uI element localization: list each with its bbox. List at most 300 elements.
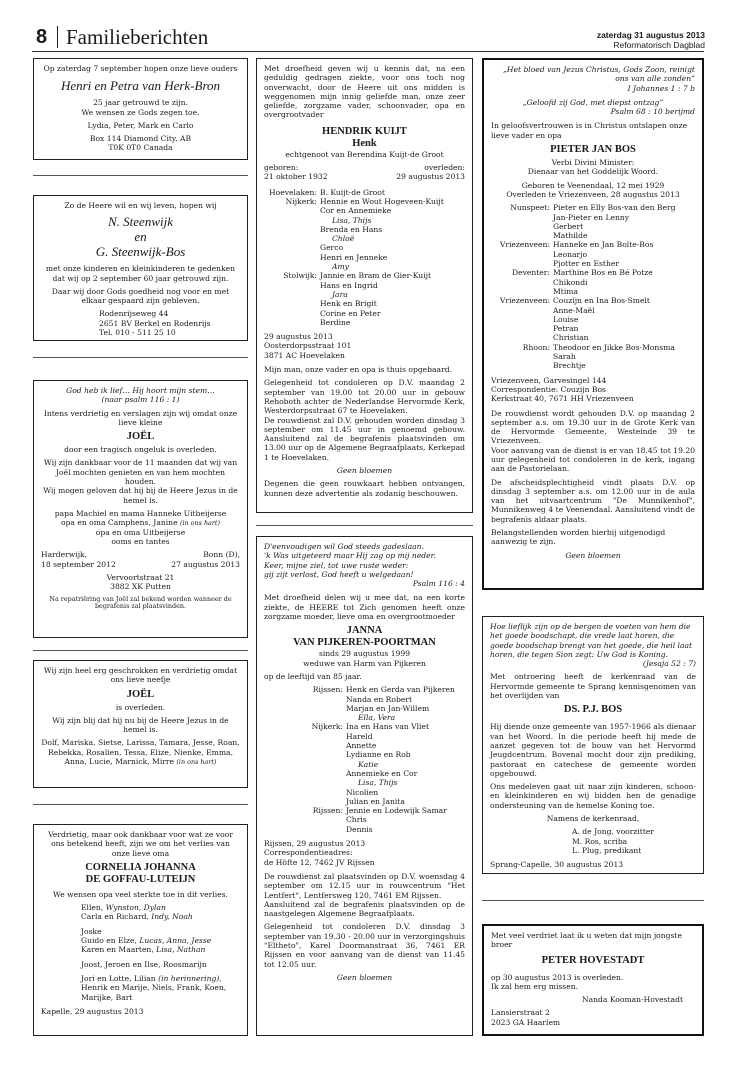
- ad-line: Wij zijn blij dat hij nu bij de Heere Jezus in de hemel is.: [52, 715, 229, 735]
- family-row: [264, 253, 465, 262]
- family-place: [491, 231, 553, 240]
- family-member: Pieter en Elly Bos-van den Berg: [553, 203, 676, 213]
- ad-line: De rouwdienst zal plaatsvinden op D.V. woensdag 4 september om 12.15 uur in rouwcentrum "Het Lentfert", Lentfersweg 120, 7461 EM Rijssen.: [264, 871, 465, 900]
- born-label: geboren:: [264, 163, 299, 173]
- family-member: Mtima: [553, 286, 578, 296]
- family-line: Henrik en Marije, Niels, Frank, Koen,: [81, 983, 227, 993]
- family-member: Henri en Jenneke: [320, 252, 388, 262]
- quote-line: Keer, mijne ziel, tot uwe ruste weder:: [264, 560, 409, 570]
- family-member: Christian: [553, 333, 589, 343]
- couple-name: G. Steenwijk-Bos: [95, 244, 186, 260]
- family-member: Hareld: [346, 731, 373, 741]
- family-place: Nijkerk:: [285, 196, 317, 206]
- column-divider: [33, 804, 248, 805]
- family-place: [264, 206, 320, 215]
- family-row: [491, 343, 695, 352]
- column-divider: [33, 650, 248, 651]
- family-row: [264, 225, 465, 234]
- family-place: [491, 306, 553, 315]
- couple-name: N. Steenwijk: [108, 214, 173, 230]
- family-row: [491, 231, 695, 240]
- ad-line: We wensen opa veel sterkte toe in dit verlies.: [53, 889, 228, 899]
- address-line: de Höfte 12, 7462 JV Rijssen: [264, 857, 375, 867]
- phone-line: Tel. 010 - 511 25 10: [99, 328, 176, 338]
- family-line: [41, 518, 240, 528]
- deceased-name: JOËL: [126, 688, 155, 700]
- quote: God heb ik lief… Hij hoort mijn stem…: [66, 386, 215, 395]
- family-line: ooms en tantes: [111, 537, 170, 547]
- family-place: [264, 318, 320, 327]
- place: Harderwijk,: [41, 550, 88, 560]
- family-row: [264, 309, 465, 318]
- deceased-name: DE GOFFAU-LUTEIJN: [85, 873, 196, 885]
- ad-line: De rouwdienst wordt gehouden D.V. op maandag 2 september a.s. om 19.30 uur in de Grote Kerk van de Hervormde Gemeente, Westeinde 39 te Vriezenveen.: [491, 408, 695, 446]
- family-place: Rijssen:: [312, 806, 343, 816]
- family-member: Brechtje: [553, 361, 586, 371]
- family-member: Annette: [346, 741, 377, 751]
- date-row: [41, 560, 240, 569]
- family-place: [264, 309, 320, 318]
- deceased-nickname: Henk: [352, 137, 377, 149]
- family-place: Rijssen:: [312, 685, 343, 695]
- family-row: [491, 333, 695, 342]
- family-place: [264, 262, 320, 271]
- family-text: Karen en Maarten,: [81, 945, 154, 955]
- ad-line: Mijn man, onze vader en opa is thuis opgebaard.: [264, 365, 452, 375]
- ad-death-kuijt: [256, 58, 473, 513]
- council-member: A. de Jong, voorzitter: [572, 827, 654, 837]
- column-divider: [482, 900, 704, 901]
- ad-intro: Op zaterdag 7 september hopen onze lieve ouders: [43, 64, 238, 73]
- family-row: [264, 815, 465, 824]
- family-text: Carla en Richard,: [81, 912, 149, 922]
- address-line: Correspondentie: Couzijn Bos: [491, 384, 606, 394]
- family-list: [264, 685, 465, 834]
- family-place: [264, 225, 320, 234]
- ad-line: door een tragisch ongeluk is overleden.: [64, 445, 217, 455]
- ad-line: Hij diende onze gemeente van 1957-1966 als dienaar van het Woord. In die periode heeft hij mede de aanzet gegeven tot de bouw van het Hervormd Jeugdcentrum. Bovenal mocht door zijn prediking, pastoraat en catechese de gemeente worden opgebouwd.: [490, 722, 696, 778]
- deceased-name: PETER HOVESTADT: [541, 954, 645, 966]
- family-list: [491, 203, 695, 370]
- quote-ref: Psalm 116 : 4: [412, 579, 465, 589]
- family-row: [264, 206, 465, 215]
- family-place: Nijkerk:: [311, 722, 343, 732]
- family-place: [264, 290, 320, 299]
- family-member: Henk en Brigit: [320, 299, 377, 309]
- great-grandchildren: Lucas, Anna, Jesse: [139, 936, 212, 946]
- family-place: Nunspeet:: [510, 203, 550, 213]
- ad-death-bos: [482, 58, 704, 590]
- great-grandchildren: Lisa, Nathan: [156, 945, 206, 955]
- ad-death-hovestadt: [482, 924, 704, 1036]
- deceased-name: PIETER JAN BOS: [550, 144, 636, 156]
- ad-line: We wensen ze Gods zegen toe.: [81, 107, 200, 117]
- quote: „Het bloed van Jezus Christus, Gods Zoon, reinigt ons van alle zonden”: [502, 65, 695, 84]
- council-member: M. Ros, scriba: [572, 836, 628, 846]
- couple-name: en: [134, 229, 147, 245]
- family-place: [264, 281, 320, 290]
- family-row: [491, 222, 695, 231]
- family-line: Joost, Jeroen en Ilse, Roosmarijn: [81, 959, 207, 969]
- family-row: [491, 203, 695, 212]
- header-divider: [57, 26, 58, 48]
- ad-line: Wij mogen geloven dat hij bij de Heere Jezus in de hemel is.: [43, 486, 238, 505]
- family-member: Leonarjo: [553, 249, 588, 259]
- ad-line: De rouwdienst zal D.V. gehouden worden dinsdag 3 september om 11.45 uur in genoemd gebouw. Aansluitend zal de begrafenis plaatsvinden om 13.00 uur op de Algemene Begraafplaats, Kerkepad 1 te Hoevelaken.: [264, 415, 465, 462]
- page-header: [0, 0, 738, 50]
- family-member: Marthine Bos en Bé Potze: [553, 268, 653, 278]
- family-row: [264, 216, 465, 225]
- family-row: [491, 250, 695, 259]
- family-place: [264, 769, 346, 778]
- family-member: Lisa, Thijs: [332, 215, 372, 225]
- family-row: [264, 695, 465, 704]
- family-row: [264, 271, 465, 280]
- ad-line: Met droefheid delen wij u mee dat, na een korte ziekte, de HEERE tot Zich genomen heeft onze zorgzame moeder, lieve oma en overgrootmoeder: [264, 593, 465, 622]
- birth-line: Geboren te Veenendaal, 12 mei 1929: [521, 180, 665, 190]
- family-text: Guido en Elze,: [81, 936, 137, 946]
- family-row: [491, 213, 695, 222]
- family-names: [41, 738, 240, 766]
- family-member: Sarah: [553, 352, 576, 362]
- family-member: Theodoor en Jikke Bos-Monsma: [553, 342, 675, 352]
- family-row: [264, 732, 465, 741]
- column-divider: [33, 175, 248, 176]
- ad-anniversary-van-herk: [33, 58, 248, 160]
- family-place: [264, 750, 346, 759]
- family-row: [264, 299, 465, 308]
- place-date: Sprang-Capelle, 30 augustus 2013: [490, 860, 624, 870]
- family-row: [491, 315, 695, 324]
- grandchildren-list: [41, 903, 240, 1002]
- address-line: 2023 GA Haarlem: [491, 1017, 561, 1027]
- family-member: Amy: [332, 262, 349, 272]
- family-place: [491, 259, 553, 268]
- family-place: [264, 234, 320, 243]
- great-grandchildren: Wynston, Dylan: [105, 903, 166, 913]
- family-member: Couzijn en Ina Bos-Smelt: [553, 296, 650, 306]
- ad-death-van-pijkeren: [256, 536, 473, 1036]
- family-line: Marijke, Bart: [81, 992, 133, 1002]
- family-member: Annemieke en Cor: [346, 768, 418, 778]
- council-member: L. Plug, predikant: [572, 845, 642, 855]
- family-row: [264, 806, 465, 815]
- family-place: [264, 704, 346, 713]
- ad-line: Intens verdrietig en verslagen zijn wij omdat onze lieve kleine: [43, 408, 238, 427]
- place: Bonn (D),: [203, 550, 240, 560]
- family-text: opa en oma Camphens, Janine: [61, 518, 178, 528]
- address-line: Rijssen, 29 augustus 2013: [264, 839, 366, 849]
- family-member: Ella, Vera: [358, 713, 396, 723]
- family-member: Julian en Janita: [346, 796, 405, 806]
- family-place: [264, 695, 346, 704]
- address-line: Box 114 Diamond City, AB: [89, 134, 192, 144]
- family-place: [264, 825, 346, 834]
- family-place: [264, 216, 320, 225]
- ad-line: Verdrietig, maar ook dankbaar voor wat ze voor ons betekend heeft, zijn we om het verlies van onze lieve oma: [48, 830, 233, 858]
- in-memoriam-note: (in ons hart): [179, 519, 220, 528]
- family-line: [81, 936, 240, 945]
- birth-date: 21 oktober 1932: [264, 172, 328, 182]
- family-row: [264, 281, 465, 290]
- family-member: Gerbert: [553, 221, 584, 231]
- place-date: Kapelle, 29 augustus 2013: [41, 1006, 144, 1016]
- quote-ref: I Johannes 1 : 7 b: [627, 83, 695, 93]
- family-row: [491, 352, 695, 361]
- ad-line: Ik zal hem erg missen.: [491, 981, 579, 991]
- family-place: [264, 815, 346, 824]
- family-place: [491, 250, 553, 259]
- family-place: Vriezenveen:: [499, 240, 550, 250]
- family-row: [264, 722, 465, 731]
- quote: „Geloofd zij God, met diepst ontzag”: [522, 97, 664, 107]
- family-member: Pjotter en Esther: [553, 259, 619, 269]
- family-place: Vriezenveen:: [499, 296, 550, 306]
- couple-name: Henri en Petra van Herk-Bron: [60, 78, 221, 94]
- family-row: [264, 685, 465, 694]
- family-place: [264, 741, 346, 750]
- quote-ref: (naar psalm 116 : 1): [101, 395, 180, 405]
- family-row: [264, 825, 465, 834]
- family-place: [491, 352, 553, 361]
- deceased-name: JANNA: [346, 625, 383, 637]
- family-member: Corine en Peter: [320, 308, 381, 318]
- family-place: [491, 315, 553, 324]
- ad-line: Wij zijn dankbaar voor de 11 maanden dat wij van Joël mochten genieten en van hem mochten houden.: [43, 458, 238, 487]
- address-line: 29 augustus 2013: [264, 332, 333, 342]
- family-row: [264, 262, 465, 271]
- family-member: Lisa, Thijs: [358, 778, 398, 788]
- column-divider: [33, 357, 248, 358]
- deceased-name: HENDRIK KUIJT: [322, 125, 407, 137]
- family-member: Hanneke en Jan Bolte-Bos: [553, 240, 654, 250]
- family-row: [264, 778, 465, 787]
- ad-line: Belangstellenden worden hierbij uitgenodigd aanwezig te zijn.: [491, 528, 666, 547]
- family-row: [491, 361, 695, 370]
- family-row: [491, 324, 695, 333]
- deceased-name: JOËL: [126, 431, 155, 443]
- family-row: [491, 306, 695, 315]
- family-row: [491, 259, 695, 268]
- ad-line: 25 jaar getrouwd te zijn.: [93, 98, 188, 108]
- death-date: 29 augustus 2013: [396, 172, 465, 182]
- died-label: overleden:: [424, 163, 465, 173]
- age-line: op de leeftijd van 85 jaar.: [264, 671, 362, 681]
- family-place: [264, 713, 346, 722]
- family-row: [264, 797, 465, 806]
- family-place: [264, 299, 320, 308]
- family-member: Jannie en Bram de Gier-Kuijt: [320, 271, 432, 281]
- ad-line: op 30 augustus 2013 is overleden.: [491, 972, 624, 982]
- family-place: Rhoon:: [522, 342, 550, 352]
- family-member: Nanda en Robert: [346, 694, 412, 704]
- no-flowers: Geen bloemen: [336, 972, 393, 982]
- family-row: [264, 741, 465, 750]
- address-line: Vriezenveen, Garvesingel 144: [491, 375, 607, 385]
- family-member: Brenda en Hans: [320, 224, 383, 234]
- family-place: [264, 243, 320, 252]
- address-line: Kerkstraat 40, 7671 HH Vriezenveen: [491, 394, 634, 404]
- family-line: papa Machiel en mama Hanneke Uitbeijerse: [54, 508, 227, 518]
- family-member: Chris: [346, 815, 367, 825]
- quote-line: D'eenvoudigen wil God steeds gadeslaan.: [264, 542, 424, 551]
- family-place: [264, 732, 346, 741]
- family-member: Mathilde: [553, 231, 588, 241]
- family-list: [264, 188, 465, 327]
- quote: Hoe lieflijk zijn op de bergen de voeten van hem die het goede boodschapt, die vrede laat horen, die goede boodschap brengt van het goede, die heil laat horen, die tegen Sion zegt: Uw God is Koning.: [490, 622, 693, 659]
- family-line: [81, 974, 240, 983]
- family-place: [264, 797, 346, 806]
- family-place: [491, 213, 553, 222]
- dates-values: [264, 172, 465, 181]
- family-member: Berdine: [320, 317, 351, 327]
- ad-line: Gelegenheid tot condoleren D.V. dinsdag 3 september van 19.30 - 20.00 uur in verzorgingshuis "Eltheto", Karel Doormanstraat 36, 7461 ER Rijssen en voor aanvang van de dienst van 11.45 tot 12.05 uur.: [264, 922, 465, 969]
- title-line: Dienaar van het Goddelijk Woord.: [527, 167, 659, 177]
- signature: Nanda Kooman-Hovestadt: [581, 995, 683, 1005]
- family-place: [491, 278, 553, 287]
- ad-line: Daar wij door Gods goedheid nog voor en met elkaar gespaard zijn gebleven.: [51, 286, 230, 306]
- family-member: Dennis: [346, 824, 373, 834]
- family-member: B. Kuijt-de Groot: [320, 187, 385, 197]
- ad-line: Voor aanvang van de dienst is er van 18.45 tot 19.20 uur gelegenheid tot condoleren in de kerk, ingang aan de Pastorielaan.: [491, 445, 695, 474]
- ad-line: Gelegenheid tot condoleren op D.V. maandag 2 september van 19.00 tot 20.00 uur in gebouw Rehoboth achter de Nederlandse Hervormde Kerk, Westerdorpsstraat 67 te Hoevelaken.: [264, 378, 465, 416]
- ad-death-de-goffau: [33, 824, 248, 1036]
- family-place: [264, 778, 346, 787]
- quote-ref: (Jesaja 52 : 7): [642, 659, 696, 669]
- ad-line: is overleden.: [115, 702, 166, 712]
- ad-anniversary-steenwijk: [33, 195, 248, 341]
- family-member: Katie: [358, 759, 379, 769]
- quote: [264, 542, 465, 588]
- ad-line: Ons medeleven gaat uit naar zijn kinderen, schoon- en kleinkinderen en wij bidden hen de genadige ondersteuning van de hemelse Koning toe.: [490, 782, 696, 810]
- family-member: Marjan en Jan-Willem: [346, 703, 430, 713]
- ad-line: Met ontroering heeft de kerkenraad van de Hervormde gemeente te Sprang kennisgenomen van het overlijden van: [490, 672, 696, 701]
- header-date: [597, 30, 705, 50]
- address-line: Correspondentieadres:: [264, 848, 353, 858]
- spouse-line: echtgenoot van Berendina Kuijt-de Groot: [285, 149, 444, 159]
- children-names: Lydia, Peter, Mark en Carlo: [87, 120, 194, 130]
- family-text: Jori en Lotte, Lilian: [81, 973, 156, 983]
- ad-line: De afscheidsplechtigheid vindt plaats D.V. op dinsdag 3 september a.s. om 12.00 uur in de aula van het uitvaartcentrum "De Munnikenhof", Munnikenweg 4 te Veenendaal. Aansluitend vindt de begrafenis aldaar plaats.: [491, 477, 695, 524]
- issue-date: zaterdag 31 augustus 2013: [596, 30, 705, 40]
- signoff: Namens de kerkenraad,: [546, 814, 640, 824]
- family-row: [491, 287, 695, 296]
- widow-line: weduwe van Harm van Pijkeren: [303, 658, 426, 668]
- quote-line: 'k Was uitgeteerd maar Hij zag op mij neder.: [264, 551, 436, 561]
- family-text: Ellen,: [81, 903, 104, 913]
- family-member: Chikondi: [553, 277, 588, 287]
- family-place: [491, 333, 553, 342]
- address-line: Oosterdorpsstraat 101: [264, 341, 352, 351]
- family-place: [491, 324, 553, 333]
- in-memoriam-note: (in ons hart): [176, 758, 217, 767]
- family-line: [81, 945, 240, 954]
- family-row: [264, 234, 465, 243]
- address-line: 3871 AC Hoevelaken: [264, 350, 345, 360]
- family-line: opa en oma Uitbeijerse: [95, 527, 186, 537]
- council-members: [490, 827, 696, 855]
- no-flowers: Geen bloemen: [336, 465, 393, 475]
- address-line: T0K 0T0 Canada: [108, 143, 173, 153]
- quote-ref: Psalm 68 : 10 berijmd: [610, 107, 695, 117]
- ad-church-council-bos: [482, 616, 704, 874]
- family-place: [264, 253, 320, 262]
- family-member: Chloë: [332, 234, 355, 244]
- family-place: [264, 788, 346, 797]
- family-row: [264, 788, 465, 797]
- family-member: Jennie en Lodewijk Samar: [346, 806, 447, 816]
- family-place: [491, 361, 553, 370]
- family-line: Joske: [81, 926, 102, 936]
- family-row: [491, 240, 695, 249]
- family-text: Dolf, Mariska, Sietse, Larissa, Tamara, Jesse, Roan, Rebekka, Rosalien, Tessa, Elize, Nienke, Emma, Anna, Lucie, Marnick, Mirre: [41, 738, 240, 767]
- family-member: Gerco: [320, 243, 344, 253]
- footnote: Na repatriëring van Joël zal bekend worden wanneer de begrafenis zal plaatsvinden.: [49, 594, 232, 611]
- great-grandchildren: Indy, Noah: [151, 912, 193, 922]
- family-member: Hennie en Wout Hogeveen-Kuijt: [320, 196, 444, 206]
- deceased-name: DS. P.J. BOS: [563, 704, 623, 716]
- family-place: [491, 222, 553, 231]
- family-row: [264, 704, 465, 713]
- address-line: Lansierstraat 2: [491, 1008, 550, 1018]
- family-place: Hoevelaken:: [269, 187, 317, 197]
- family-member: Jan-Pieter en Lenny: [553, 212, 630, 222]
- family-line: [81, 903, 240, 912]
- family-place: [491, 287, 553, 296]
- ad-line: Degenen die geen rouwkaart hebben ontvangen, kunnen deze advertentie als zodanig beschouwen.: [264, 479, 465, 498]
- address-line: 2651 BV Berkel en Rodenrijs: [99, 318, 211, 328]
- family-row: [264, 197, 465, 206]
- widow-line: sinds 29 augustus 1999: [318, 649, 411, 659]
- family-member: Nicolien: [346, 787, 379, 797]
- family-row: [264, 760, 465, 769]
- ad-line: In geloofsvertrouwen is in Christus ontslapen onze lieve vader en opa: [491, 121, 688, 140]
- ad-line: Met droefheid geven wij u kennis dat, na een geduldig gedragen ziekte, voor ons toch nog onverwacht, door de Heere uit ons midden is weggenomen mijn innig geliefde man, onze zeer geliefde, zorgzame vader, schoonvader, opa en overgrootvader: [264, 64, 465, 120]
- family-row: [264, 769, 465, 778]
- family-row: [491, 296, 695, 305]
- ad-death-joel-cousins: [33, 660, 248, 788]
- family-member: Hans en Ingrid: [320, 280, 378, 290]
- family-place: [264, 760, 346, 769]
- family-row: [491, 278, 695, 287]
- family-member: Ina en Hans van Vliet: [346, 722, 429, 732]
- dates-labels: [264, 163, 465, 172]
- ad-line: Aansluitend zal de begrafenis plaatsvinden op de naastgelegen Algemene Begraafplaats.: [264, 899, 465, 919]
- family-row: [264, 750, 465, 759]
- family-row: [491, 268, 695, 277]
- address-line: Rodenrijseweg 44: [99, 309, 169, 319]
- family-line: [81, 912, 240, 921]
- family-member: Anne-Maël: [553, 305, 595, 315]
- section-title: Familieberichten: [66, 25, 209, 49]
- ad-line: met onze kinderen en kleinkinderen te gedenken dat wij op 2 september 60 jaar getrouwd zijn.: [45, 264, 236, 283]
- family-row: [264, 318, 465, 327]
- ad-death-joel: [33, 380, 248, 638]
- header-rule: [32, 51, 704, 52]
- address-line: Vervoortstraat 21: [106, 572, 175, 582]
- family-row: [264, 290, 465, 299]
- ad-line: Wij zijn heel erg geschrokken en verdrietig omdat ons lieve neefje: [43, 666, 238, 685]
- address-line: 3882 XK Putten: [110, 582, 171, 592]
- deceased-name: CORNELIA JOHANNA: [85, 861, 196, 873]
- death-date: 27 augustus 2013: [171, 559, 240, 569]
- no-flowers: Geen bloemen: [565, 550, 621, 560]
- ad-line: Met veel verdriet laat ik u weten dat mijn jongste broer: [491, 931, 682, 950]
- family-member: Louise: [553, 314, 579, 324]
- quote-line: gij zijt verlost, God heeft u welgedaan!: [264, 569, 414, 579]
- family-member: Lydianne en Rob: [346, 750, 411, 760]
- family-member: Henk en Gerda van Pijkeren: [346, 685, 455, 695]
